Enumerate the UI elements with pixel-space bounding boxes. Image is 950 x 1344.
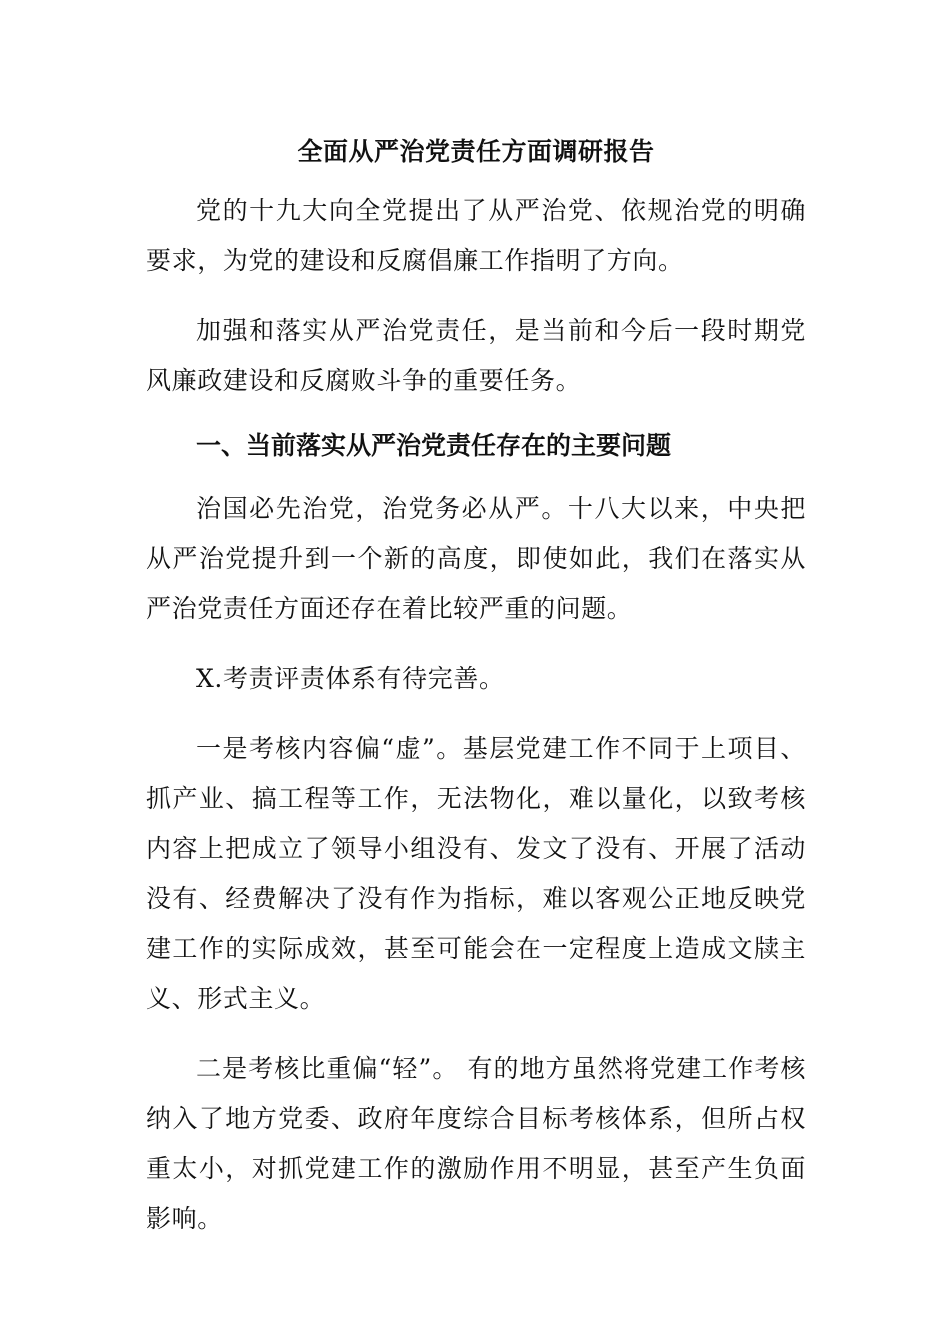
- section1-paragraph-4: 二是考核比重偏“轻”。 有的地方虽然将党建工作考核纳入了地方党委、政府年度综合目标考核体系，但所占权重太小，对抓党建工作的激励作用不明显，甚至产生负面影响。: [146, 1054, 806, 1233]
- document-title: 全面从严治党责任方面调研报告: [297, 137, 655, 166]
- section1-paragraph-1: 治国必先治党，治党务必从严。十八大以来，中央把从严治党提升到一个新的高度，即使如此，我们在落实从严治党责任方面还存在着比较严重的问题。: [146, 494, 806, 623]
- section1-paragraph-2: X.考责评责体系有待完善。: [196, 664, 505, 693]
- intro-paragraph-2: 加强和落实从严治党责任，是当前和今后一段时期党风廉政建设和反腐败斗争的重要任务。: [146, 316, 806, 395]
- document-body: [146, 132, 806, 1264]
- section1-paragraph-3: 一是考核内容偏“虚”。基层党建工作不同于上项目、抓产业、搞工程等工作，无法物化，难以量化，以致考核内容上把成立了领导小组没有、发文了没有、开展了活动没有、经费解决了没有作为指标，难以客观公正地反映党建工作的实际成效，甚至可能会在一定程度上造成文牍主义、形式主义。: [146, 734, 806, 1013]
- section-heading-1: 一、当前落实从严治党责任存在的主要问题: [196, 431, 672, 460]
- intro-paragraph-1: 党的十九大向全党提出了从严治党、依规治党的明确要求，为党的建设和反腐倡廉工作指明了方向。: [146, 196, 806, 275]
